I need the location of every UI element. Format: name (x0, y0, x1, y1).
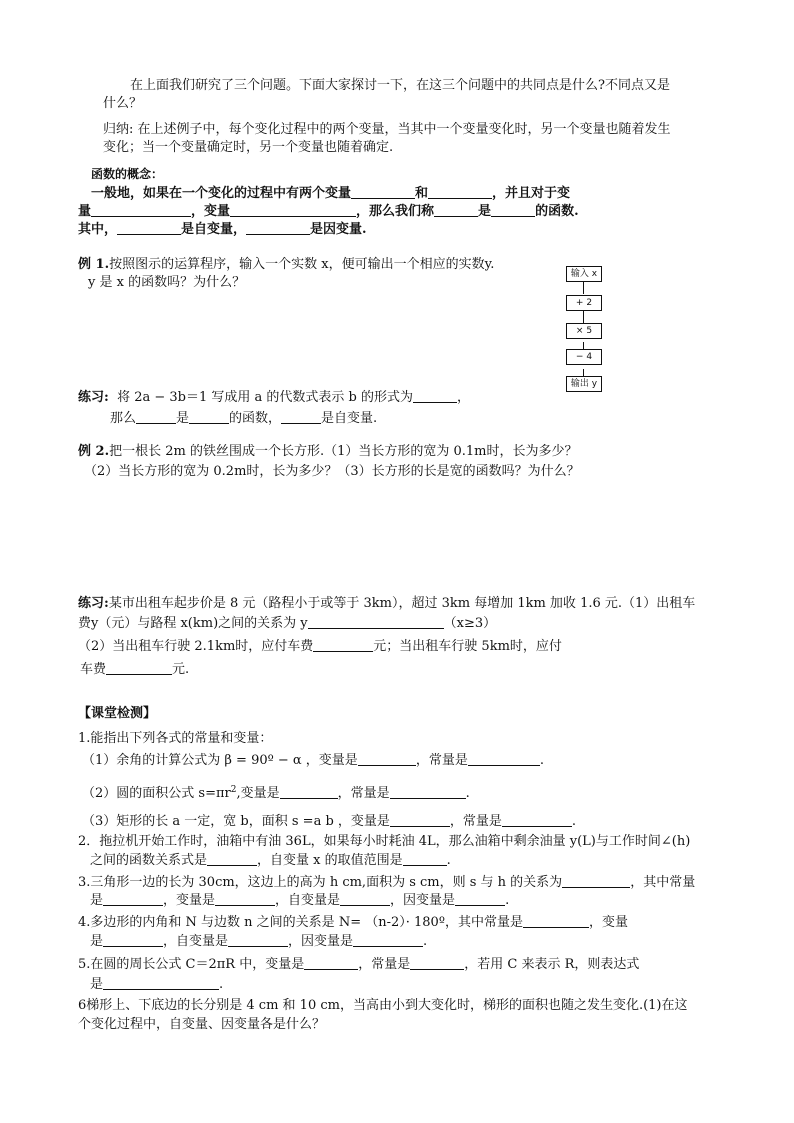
concept-line-3 (78, 220, 367, 239)
blank[interactable] (281, 409, 321, 424)
blank[interactable] (106, 660, 172, 675)
practice-2-text: 车费 (80, 662, 107, 677)
question-1a: （1）余角的计算公式为 β = 90º − α ，变量是 ，常量是 . (82, 753, 544, 768)
blank[interactable] (502, 812, 572, 827)
practice-2-line-2 (78, 614, 496, 633)
practice-2-label: 练习: (78, 596, 109, 611)
superscript: 2 (230, 785, 237, 795)
concept-text: 的函数. (535, 204, 579, 219)
blank[interactable] (136, 409, 176, 424)
blank[interactable] (413, 388, 457, 403)
blank[interactable] (207, 851, 257, 866)
practice-1-text: 那么 (110, 411, 137, 426)
practice-2-line-1 (78, 595, 695, 613)
concept-line-2 (78, 202, 579, 221)
question-6-line-2: 个变化过程中，自变量、因变量各是什么？ (78, 1017, 326, 1032)
blank[interactable] (91, 202, 191, 217)
example-2-label: 例 2. (78, 444, 110, 459)
intro-line-1: 在上面我们研究了三个问题。下面大家探讨一下，在这三个问题中的共同点是什么?不同点又是 (130, 78, 670, 93)
question-text: ，常量是 (337, 786, 390, 801)
blank[interactable] (228, 932, 288, 947)
example-2-line-1 (78, 443, 578, 461)
question-text: ，其中常量 (630, 875, 696, 890)
question-text: ，常量是 (449, 814, 502, 829)
question-text: ，若用 C 来表示 R，则表达式 (464, 957, 640, 972)
concept-text: 是 (478, 204, 492, 219)
summary-line-1: 归纳: 在上述例子中，每个变化过程中的两个变量，当其中一个变量变化时，另一个变量也随着发生 (103, 122, 671, 137)
blank[interactable] (246, 220, 310, 235)
practice-2-text: （x≥3） (443, 616, 497, 631)
concept-text: 一般地，如果在一个变化的过程中有两个变量 (91, 186, 352, 201)
blank[interactable] (353, 932, 423, 947)
question-1b: （2）圆的面积公式 $s=\pi r^2$,变量是 ，常量是 . (82, 785, 470, 801)
question-text: ，自变量 x 的取值范围是 (257, 853, 403, 868)
blank[interactable] (103, 932, 163, 947)
flow-box-subtract: − 4 (566, 349, 602, 365)
blank[interactable] (390, 784, 466, 799)
blank[interactable] (280, 784, 338, 799)
question-text: 是 (90, 977, 104, 992)
practice-1-text: 是 (176, 411, 190, 426)
question-3-line-1 (78, 873, 695, 892)
blank[interactable] (117, 220, 181, 235)
flow-box-multiply: × 5 (566, 323, 602, 339)
flow-box-input: 输入 x (566, 266, 602, 282)
concept-text: 是自变量， (181, 222, 247, 237)
flow-box-output: 输出 y (566, 376, 602, 392)
practice-1-label: 练习: (78, 390, 109, 405)
blank[interactable] (410, 955, 464, 970)
question-5-line-1 (78, 955, 639, 974)
example-1-line-1 (78, 256, 494, 274)
example-1-line-2: y 是 x 的函数吗？为什么？ (88, 275, 246, 290)
question-text: ,变量是 (236, 786, 280, 801)
example-2-line-2: （2）当长方形的宽为 0.2m时，长为多少？（3）长方形的长是宽的函数吗？为什么？ (84, 464, 580, 479)
check-heading: 【课堂检测】 (78, 706, 157, 721)
concept-text: 是因变量. (310, 222, 367, 237)
question-1: 1.能指出下列各式的常量和变量： (78, 731, 273, 746)
question-text: ，因变量是 (390, 893, 456, 908)
summary-line-2: 变化；当一个变量确定时，另一个变量也随着确定. (103, 140, 394, 155)
blank[interactable] (189, 409, 229, 424)
question-text: 是 (90, 934, 104, 949)
practice-2-text: （2）当出租车行驶 2.1km时，应付车费 (78, 639, 314, 654)
blank[interactable] (308, 614, 444, 629)
concept-line-1 (91, 184, 570, 203)
question-text: 5.在圆的周长公式 C＝2πR 中，变量是 (78, 957, 305, 972)
blank[interactable] (562, 873, 630, 888)
blank[interactable] (468, 751, 540, 766)
practice-1-text: 将 2a − 3b＝1 写成用 a 的代数式表示 b 的形式为 (117, 390, 413, 405)
concept-heading: 函数的概念： (91, 167, 164, 181)
blank[interactable] (455, 891, 505, 906)
question-3-line-2: 是 ，变量是 ，自变量是 ，因变量是 . (90, 893, 510, 908)
blank[interactable] (304, 955, 358, 970)
blank[interactable] (403, 851, 447, 866)
operation-flowchart (558, 262, 610, 398)
blank[interactable] (523, 913, 589, 928)
question-5-line-2: 是 . (90, 977, 224, 992)
blank[interactable] (313, 637, 373, 652)
question-text: ，自变量是 (275, 893, 341, 908)
question-text: ，变量 (588, 915, 628, 930)
question-text: ，变量是 (163, 893, 216, 908)
concept-text: 量 (78, 204, 92, 219)
practice-2-text: 费y（元）与路程 x(km)之间的关系为 y (78, 616, 308, 631)
blank[interactable] (390, 812, 450, 827)
question-6-line-1: 6梯形上、下底边的长分别是 4 cm 和 10 cm，当高由小到大变化时，梯形的面积也随之发生变化.(1)在这 (78, 998, 688, 1013)
question-text: （3）矩形的长 a 一定，宽 b，面积 s =a b ，变量是 (82, 814, 390, 829)
example-2-text: 把一根长 2m 的铁丝围成一个长方形.（1）当长方形的宽为 0.1m时，长为多少？ (109, 444, 578, 459)
concept-text: 和 (415, 186, 429, 201)
practice-2-text: 元. (172, 662, 190, 677)
blank[interactable] (351, 184, 415, 199)
question-1c: （3）矩形的长 a 一定，宽 b，面积 s =a b ，变量是 ，常量是 . (82, 814, 577, 829)
concept-text: ，那么我们称 (356, 204, 435, 219)
question-text: （2）圆的面积公式 s=πr (82, 786, 231, 801)
blank[interactable] (103, 891, 163, 906)
concept-text: 其中， (78, 222, 118, 237)
question-4-line-1 (78, 913, 628, 932)
question-text: ，常量是 (358, 957, 411, 972)
blank[interactable] (103, 975, 219, 990)
practice-1-text: 是自变量. (321, 411, 378, 426)
blank[interactable] (428, 184, 492, 199)
concept-text: ，并且对于变 (492, 186, 571, 201)
practice-2-text: 元；当出租车行驶 5km时，应付 (373, 639, 562, 654)
question-text: ，因变量是 (288, 934, 354, 949)
practice-1-text: ， (457, 390, 471, 405)
flow-box-add: + 2 (566, 295, 602, 311)
question-text: 之间的函数关系式是 (90, 853, 208, 868)
blank[interactable] (340, 891, 390, 906)
question-text: 是 (90, 893, 104, 908)
blank[interactable] (215, 891, 275, 906)
question-4-line-2: 是 ，自变量是 ，因变量是 . (90, 934, 428, 949)
blank[interactable] (358, 751, 416, 766)
blank[interactable] (434, 202, 478, 217)
concept-text: ，变量 (191, 204, 231, 219)
question-text: 4.多边形的内角和 N 与边数 n 之间的关系是 N= （n-2）· 180º，其中常量是 (78, 915, 523, 930)
example-1-label: 例 1. (78, 257, 110, 272)
question-text: ，常量是 (415, 753, 468, 768)
practice-1-text: 的函数， (229, 411, 282, 426)
question-text: ，自变量是 (163, 934, 229, 949)
practice-2-text: 某市出租车起步价是 8 元（路程小于或等于 3km），超过 3km 每增加 1km 加收 1.6 元.（1）出租车 (108, 596, 696, 611)
question-text: （1）余角的计算公式为 β = 90º − α ，变量是 (82, 753, 358, 768)
practice-2-line-4 (80, 660, 189, 679)
blank[interactable] (491, 202, 535, 217)
practice-1-line-2 (110, 409, 377, 428)
question-2-line-2: 之间的函数关系式是 ，自变量 x 的取值范围是 . (90, 853, 451, 868)
question-text: 3.三角形一边的长为 30cm，这边上的高为 h cm,面积为 s cm，则 s 与 h 的关系为 (78, 875, 563, 890)
example-1-text: 按照图示的运算程序，输入一个实数 x，便可输出一个相应的实数y. (109, 257, 495, 272)
practice-1-line-1 (78, 388, 470, 407)
intro-line-2: 什么？ (103, 96, 143, 111)
question-2-line-1: 2．拖拉机开始工作时，油箱中有油 36L，如果每小时耗油 4L，那么油箱中剩余油量 y(L)与工作时间∠(h) (78, 834, 691, 849)
practice-2-line-3 (78, 637, 562, 656)
blank[interactable] (230, 202, 356, 217)
